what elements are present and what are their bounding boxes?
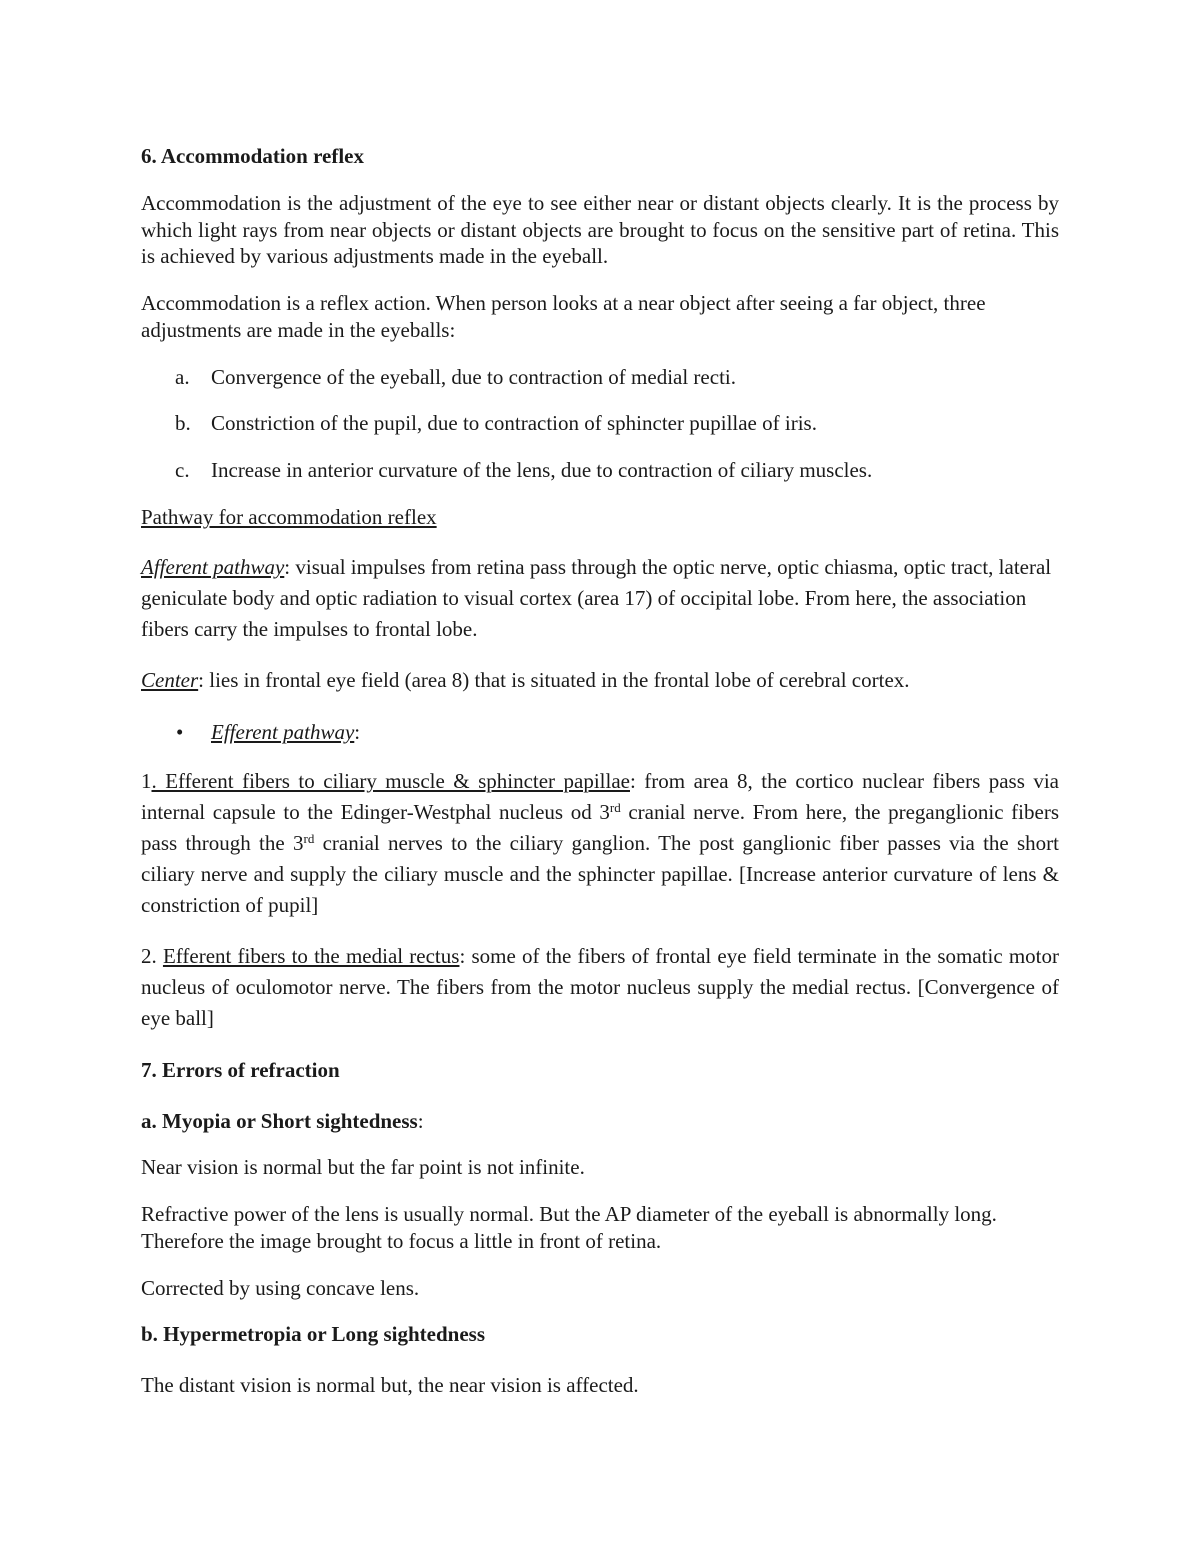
efferent-pathway-colon: : <box>354 720 361 744</box>
afferent-pathway-label: Afferent pathway <box>141 555 285 579</box>
center-label: Center <box>141 668 199 692</box>
myopia-heading-text: a. Myopia or Short sightedness <box>141 1109 418 1133</box>
myopia-paragraph-2: Refractive power of the lens is usually normal. But the AP diameter of the eyeball is abnormally long. Therefore the image brought to focus a little in front of retina. <box>141 1202 997 1253</box>
list-item-text: Convergence of the eyeball, due to contraction of medial recti. <box>211 365 736 389</box>
afferent-pathway-text: : visual impulses from retina pass through the optic nerve, optic chiasma, optic tract, lateral geniculate body and optic radiation to visual cortex (area 17) of occipital lobe. From here, the association fibers carry the impulses to frontal lobe. <box>141 555 1052 641</box>
superscript: rd <box>609 800 621 815</box>
afferent-pathway-paragraph <box>141 552 1059 645</box>
center-paragraph <box>141 665 1059 696</box>
efferent-2-text: : some of the fibers of frontal eye field terminate in the somatic motor nucleus of oculomotor nerve. The fibers from the motor nucleus supply the medial rectus. [Convergence of eye ball] <box>141 944 1060 1030</box>
list-item-text: Constriction of the pupil, due to contraction of sphincter pupillae of iris. <box>211 411 817 435</box>
accommodation-reflex-paragraph: Accommodation is a reflex action. When person looks at a near object after seeing a far object, three adjustments are made in the eyeballs: <box>141 291 986 342</box>
efferent-1-text: : from area 8, the cortico nuclear fibers pass via internal capsule to the Edinger-Westphal nucleus od 3 <box>141 769 1060 824</box>
document-page <box>141 0 1059 1553</box>
myopia-heading <box>141 1108 1059 1135</box>
accommodation-definition-paragraph: Accommodation is the adjustment of the eye to see either near or distant objects clearly. It is the process by which light rays from near objects or distant objects are brought to focus on the sensitive part of retina. This is achieved by various adjustments made in the eyeball. <box>141 191 1059 268</box>
efferent-pathway-label: Efferent pathway <box>211 720 355 744</box>
center-text: : lies in frontal eye field (area 8) that is situated in the frontal lobe of cerebral cortex. <box>198 668 910 692</box>
list-marker: a. <box>175 365 190 389</box>
bullet-icon: • <box>176 720 184 744</box>
efferent-1-text: cranial nerve. From here, the preganglionic fibers pass through the 3 <box>141 800 1059 855</box>
efferent-pathway-heading <box>211 719 360 745</box>
efferent-fibers-ciliary-paragraph <box>141 766 1059 921</box>
list-marker: c. <box>175 458 190 482</box>
pathway-heading: Pathway for accommodation reflex <box>141 505 437 529</box>
hypermetropia-paragraph-1: The distant vision is normal but, the near vision is affected. <box>141 1373 639 1397</box>
myopia-paragraph-1: Near vision is normal but the far point is not infinite. <box>141 1155 585 1179</box>
efferent-2-number: 2. <box>141 944 163 968</box>
superscript: rd <box>303 831 315 846</box>
efferent-1-number: 1 <box>141 769 152 793</box>
efferent-fibers-medial-rectus-paragraph <box>141 941 1059 1034</box>
efferent-1-text: cranial nerves to the ciliary ganglion. The post ganglionic fiber passes via the short ciliary nerve and supply the ciliary muscle and the sphincter papillae. [Increase anterior curvature of lens & constriction of pupil] <box>141 831 1059 917</box>
section-7-heading: 7. Errors of refraction <box>141 1058 340 1082</box>
hypermetropia-heading: b. Hypermetropia or Long sightedness <box>141 1322 485 1346</box>
myopia-heading-colon: : <box>417 1109 424 1133</box>
myopia-paragraph-3: Corrected by using concave lens. <box>141 1276 420 1300</box>
section-6-heading: 6. Accommodation reflex <box>141 144 364 168</box>
efferent-2-label: Efferent fibers to the medial rectus <box>162 944 460 968</box>
list-item-text: Increase in anterior curvature of the lens, due to contraction of ciliary muscles. <box>211 458 873 482</box>
list-marker: b. <box>175 411 191 435</box>
efferent-1-label: . Efferent fibers to ciliary muscle & sphincter papillae <box>151 769 630 793</box>
